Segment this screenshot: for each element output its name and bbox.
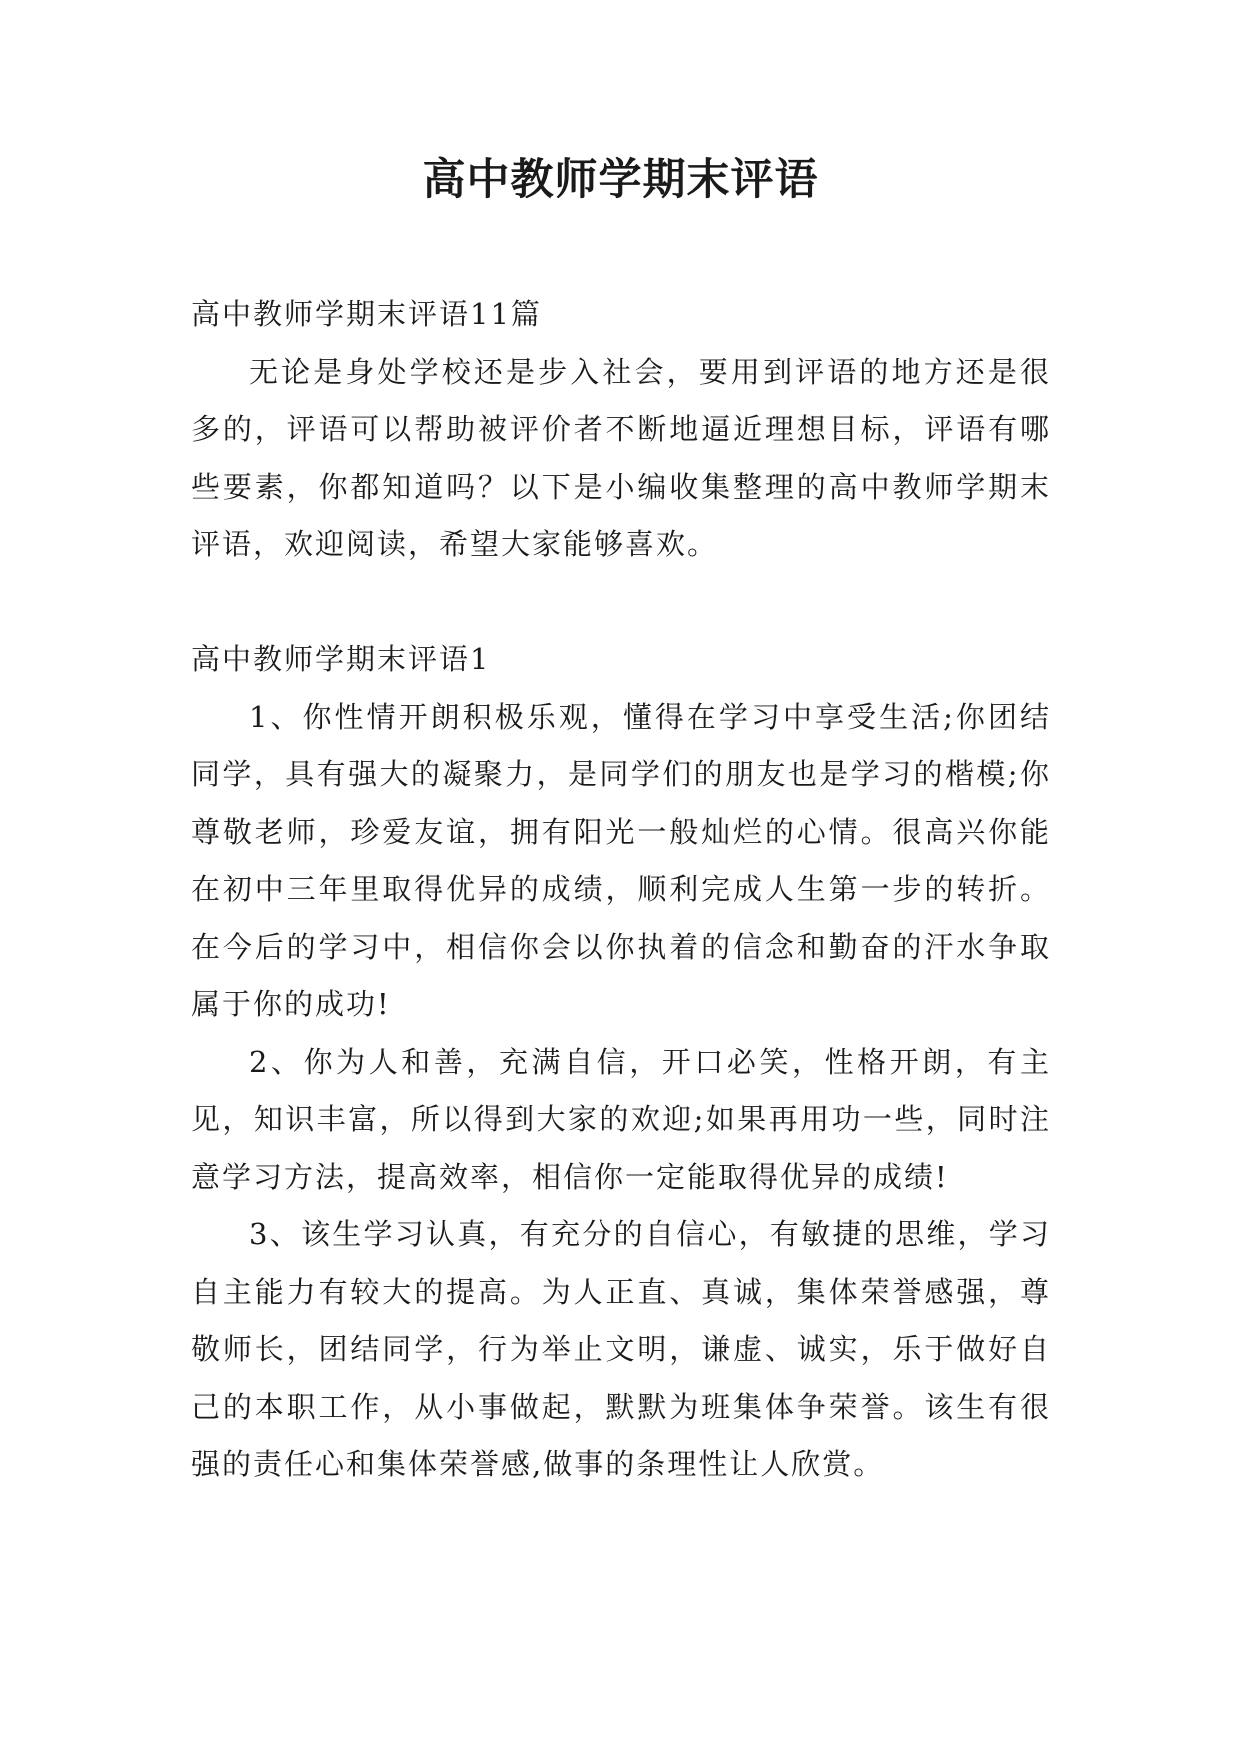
paragraph-spacer [191,574,1051,632]
intro-paragraph: 无论是身处学校还是步入社会，要用到评语的地方还是很多的，评语可以帮助被评价者不断地逼近理想目标，评语有哪些要素，你都知道吗？以下是小编收集整理的高中教师学期末评语，欢迎阅读，希望大家能够喜欢。 [191,354,1051,561]
document-subtitle: 高中教师学期末评语11篇 [191,297,542,331]
section-heading: 高中教师学期末评语1 [191,642,491,676]
comment-item-3: 3、该生学习认真，有充分的自信心，有敏捷的思维，学习自主能力有较大的提高。为人正直、真诚，集体荣誉感强，尊敬师长，团结同学，行为举止文明，谦虚、诚实，乐于做好自己的本职工作，从小事做起，默默为班集体争荣誉。该生有很强的责任心和集体荣誉感,做事的条理性让人欣赏。 [191,1217,1051,1481]
comment-item-1: 1、你性情开朗积极乐观，懂得在学习中享受生活;你团结同学，具有强大的凝聚力，是同学们的朋友也是学习的楷模;你尊敬老师，珍爱友谊，拥有阳光一般灿烂的心情。很高兴你能在初中三年里取得优异的成绩，顺利完成人生第一步的转折。在今后的学习中，相信你会以你执着的信念和勤奋的汗水争取属于你的成功! [191,699,1051,1021]
comment-item-2: 2、你为人和善，充满自信，开口必笑，性格开朗，有主见，知识丰富，所以得到大家的欢迎;如果再用功一些，同时注意学习方法，提高效率，相信你一定能取得优异的成绩! [191,1044,1051,1194]
document-body [191,286,1051,1494]
page-title: 高中教师学期末评语 [422,155,819,205]
